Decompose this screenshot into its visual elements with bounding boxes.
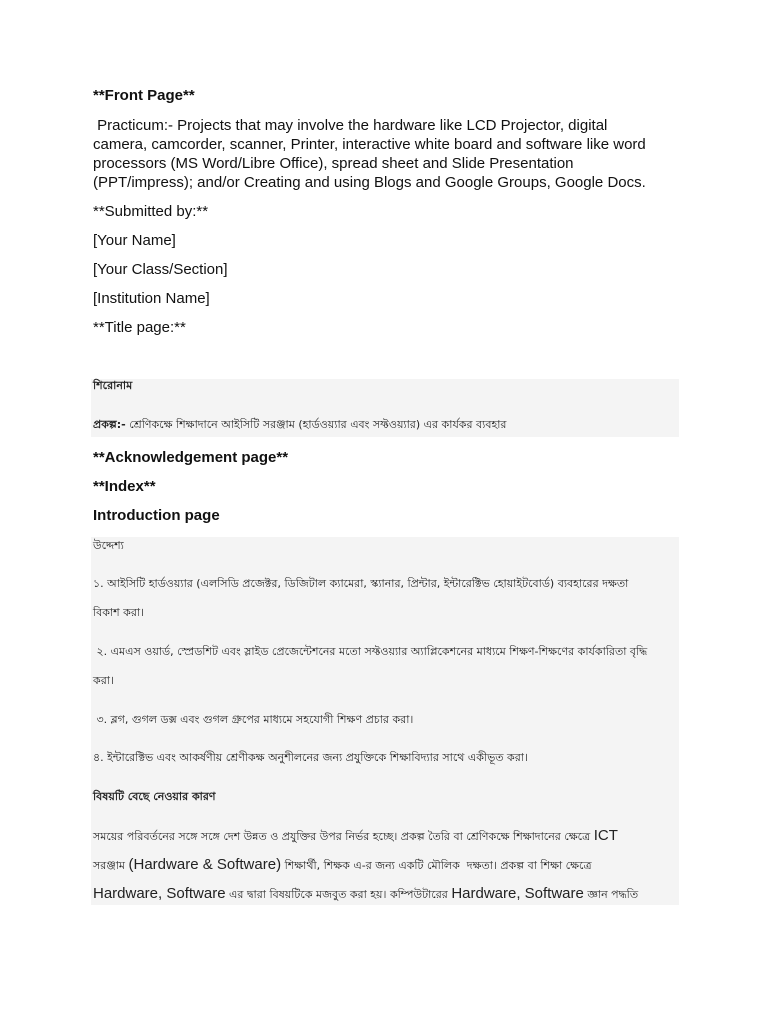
index-heading: **Index** [93,478,156,495]
practicum-line: (PPT/impress); and/or Creating and using Blogs and Google Groups, Google Docs. [93,174,646,191]
document-content [93,86,681,905]
practicum-line: processors (MS Word/Libre Office), spread sheet and Slide Presentation [93,155,574,172]
introduction-heading: Introduction page [93,507,220,524]
practicum-paragraph [93,116,681,192]
your-name-placeholder: [Your Name] [93,232,176,249]
title-box-project [93,418,506,432]
reason-line-3-bn-a: এর দ্বারা বিষয়টিকে মজবুত করা হয়। কম্পিউটারের [225,888,452,901]
institution-name-placeholder: [Institution Name] [93,290,210,307]
practicum-line: camera, camcorder, scanner, Printer, interactive white board and software like word [93,136,646,153]
objective-item-3: ৩. ব্লগ, গুগল ডক্স এবং গুগল গ্রুপের মাধ্যমে সহযোগী শিক্ষণ প্রচার করা। [93,713,414,726]
reason-line-1-en: ICT [593,827,618,844]
objective-item-4: ৪. ইন্টারেক্টিভ এবং আকর্ষণীয় শ্রেণীকক্ষ অনুশীলনের জন্য প্রযুক্তিকে শিক্ষাবিদ্যার সাথে একীভূত করা। [93,751,528,764]
reason-line-1 [93,827,618,846]
reason-line-2 [93,856,592,875]
reason-line-3-en-b: Hardware, Software [451,885,584,902]
objectives-heading: উদ্দেশ্য [93,539,124,552]
your-class-placeholder: [Your Class/Section] [93,261,228,278]
reason-line-2-bn-a: সরঞ্জাম [93,859,129,872]
objective-item-2-line-2: করা। [93,674,114,687]
objective-item-1-line-1: ১. আইসিটি হার্ডওয়্যার (এলসিডি প্রজেক্টর, ডিজিটাল ক্যামেরা, স্ক্যানার, প্রিন্টার, ইন্টারেক্টিভ হোয়াইটবোর্ড) ব্যবহারের দক্ষতা [93,577,629,590]
objective-item-1-line-2: বিকাশ করা। [93,606,145,619]
title-box [91,379,679,437]
reason-line-3 [93,885,638,904]
reason-line-3-en-a: Hardware, Software [93,885,226,902]
project-text: শ্রেণিকক্ষে শিক্ষাদানে আইসিটি সরঞ্জাম (হার্ডওয়্যার এবং সফ্টওয়্যার) এর কার্যকর ব্যবহার [125,418,507,431]
submitted-by-label: **Submitted by:** [93,203,209,220]
reason-line-1-bn: সময়ের পরিবর্তনের সঙ্গে সঙ্গে দেশ উন্নত ও প্রযুক্তির উপর নির্ভর হচ্ছে। প্রকল্প তৈরি বা শ্রেণিকক্ষে শিক্ষাদানের ক্ষেত্রে [93,830,594,843]
acknowledgement-heading: **Acknowledgement page** [93,449,289,466]
reason-heading: বিষয়টি বেছে নেওয়ার কারণ [93,790,216,803]
project-label: প্রকল্প:- [93,418,126,431]
title-page-label: **Title page:** [93,319,186,336]
title-box-heading: শিরোনাম [93,379,133,392]
reason-line-3-bn-b: জ্ঞান পদ্ধতি [583,888,639,901]
objectives-box [91,537,679,905]
front-page-heading: **Front Page** [93,87,195,104]
practicum-line: Practicum:- Projects that may involve the hardware like LCD Projector, digital [93,117,608,134]
reason-line-2-en: (Hardware & Software) [128,856,282,873]
reason-line-2-bn-b: শিক্ষার্থী, শিক্ষক এ-র জন্য একটি মৌলিক দক্ষতা। প্রকল্প বা শিক্ষা ক্ষেত্রে [281,859,592,872]
objective-item-2-line-1: ২. এমএস ওয়ার্ড, স্প্রেডশিট এবং স্লাইড প্রেজেন্টেশনের মতো সফ্টওয়্যার অ্যাপ্লিকেশনের মাধ্যমে শিক্ষণ-শিক্ষণের কার্যকারিতা বৃদ্ধি [93,645,648,658]
